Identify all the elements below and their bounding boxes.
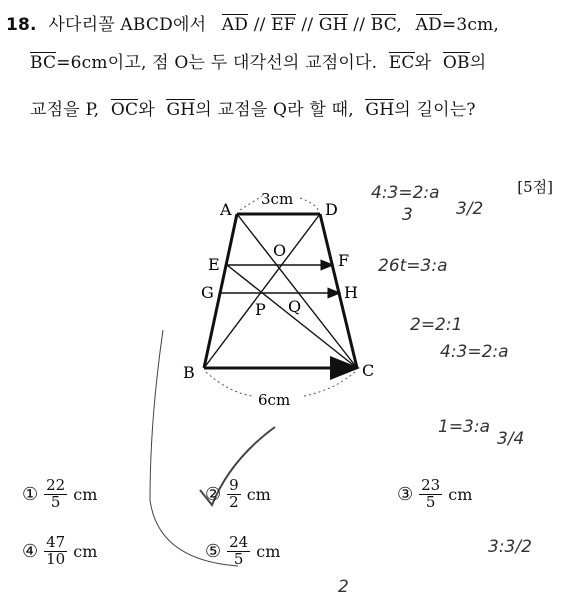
option-5-fraction [227,535,250,568]
label-p: P [255,300,266,319]
unit: cm [73,484,98,504]
unit: cm [256,541,281,561]
label-f: F [338,251,350,270]
option-3[interactable] [397,478,472,511]
option-1-number: ① [22,483,39,505]
scribble-3: 3/2 [456,199,484,219]
label-e: E [208,255,220,274]
label-top-length: 3cm [261,190,294,208]
numerator: 23 [421,476,441,494]
parallel-symbol: // [253,15,266,35]
denominator: 2 [229,492,239,511]
question-text-3a: 교점을 P, [30,100,100,120]
unit: cm [246,484,271,504]
scribble-10: 2 [338,577,349,592]
option-2-fraction [227,478,241,511]
particle-wa-2: 와 [138,100,155,120]
question-text-3c: 의 길이는? [394,100,476,120]
scribble-9: 3:3/2 [488,537,532,557]
scribble-5: 2=2:1 [410,315,463,335]
parallel-symbol: // [353,15,366,35]
label-bottom-length: 6cm [258,391,291,409]
label-q: Q [288,297,302,316]
option-5[interactable] [205,535,280,568]
option-2[interactable] [205,478,271,511]
question-text-3b: 의 교점을 Q라 할 때, [195,100,354,120]
numerator: 22 [46,476,66,494]
option-1-fraction [44,478,67,511]
option-5-number: ⑤ [205,540,222,562]
label-h: H [344,283,358,302]
denominator: 5 [425,492,436,511]
segment-bc-value: BC [30,53,57,73]
comma: , [396,15,402,35]
denominator: 5 [50,492,61,511]
particle-eui: 의 [469,53,487,73]
label-o: O [273,241,287,260]
option-3-fraction [419,478,442,511]
particle-wa: 와 [414,53,432,73]
segment-ec: EC [388,53,415,73]
label-a: A [220,200,232,219]
option-4[interactable] [22,535,97,568]
segment-ef: EF [271,15,296,35]
bc-length-text: =6cm이고, 점 O는 두 대각선의 교점이다. [56,53,378,73]
numerator: 9 [229,476,239,494]
numerator: 24 [229,533,249,551]
segment-ad-value: AD [415,15,442,35]
denominator: 10 [46,549,66,568]
scribble-7: 1=3:a [438,417,491,437]
segment-oc: OC [110,100,139,120]
option-3-number: ③ [397,483,414,505]
unit: cm [448,484,473,504]
segment-gh-2: GH [166,100,196,120]
option-4-number: ④ [22,540,39,562]
scribble-8: 3/4 [497,429,525,449]
scribble-2: 3 [402,205,413,225]
label-d: D [325,200,338,219]
question-text: 사다리꼴 ABCD에서 [48,15,207,35]
segment-ob: OB [442,53,470,73]
segment-gh-3: GH [365,100,395,120]
option-2-number: ② [205,483,222,505]
points-label: [5점] [517,178,553,196]
segment-gh: GH [318,15,348,35]
unit: cm [73,541,98,561]
label-b: B [183,363,195,382]
scribble-4: 26t=3:a [378,256,448,276]
parallel-symbol: // [301,15,314,35]
label-c: C [362,361,375,380]
numerator: 47 [46,533,66,551]
scribble-6: 4:3=2:a [440,342,509,362]
denominator: 5 [233,549,244,568]
option-1[interactable] [22,478,97,511]
option-4-fraction [44,535,67,568]
question-number: 18. [6,15,37,35]
segment-ad: AD [221,15,249,35]
segment-bc: BC [370,15,397,35]
ad-length-text: =3cm, [441,15,500,35]
label-g: G [201,283,214,302]
scribble-1: 4:3=2:a [371,183,440,203]
